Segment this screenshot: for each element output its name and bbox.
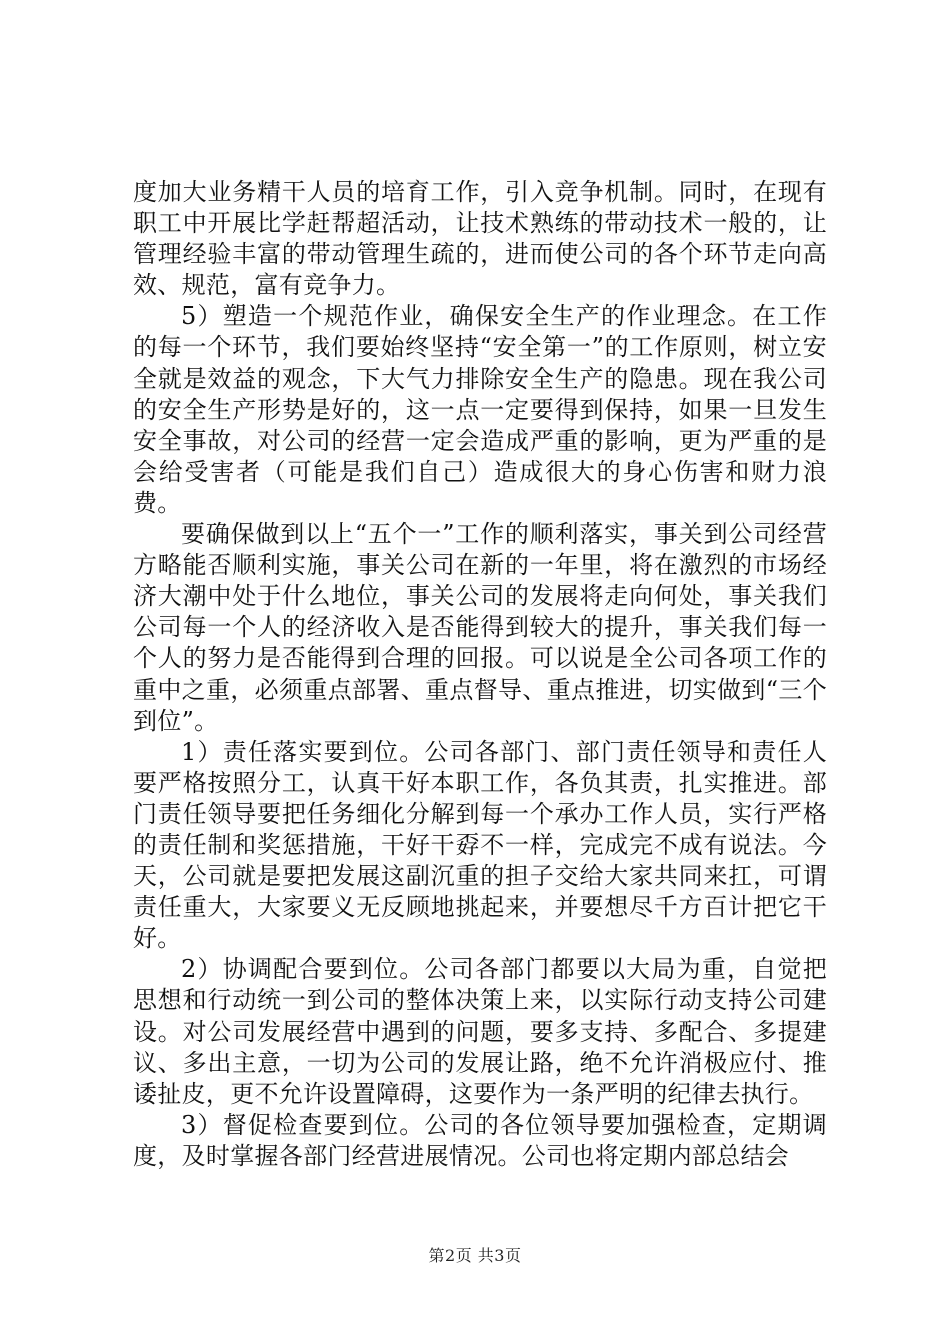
paragraph-item-1: 1）责任落实要到位。公司各部门、部门责任领导和责任人要严格按照分工，认真干好本职工作，各负其责，扎实推进。部门责任领导要把任务细化分解到每一个承办工作人员，实行严格的责任制和奖惩措施，干好干孬不一样，完成完不成有说法。今天，公司就是要把发展这副沉重的担子交给大家共同来扛，可谓责任重大，大家要义无反顾地挑起来，并要想尽千方百计把它干好。 [133, 737, 827, 953]
paragraph-item-2: 2）协调配合要到位。公司各部门都要以大局为重，自觉把思想和行动统一到公司的整体决策上来，以实际行动支持公司建设。对公司发展经营中遇到的问题，要多支持、多配合、多提建议、多出主意，一切为公司的发展让路，绝不允许消极应付、推诿扯皮，更不允许设置障碍，这要作为一条严明的纪律去执行。 [133, 955, 827, 1108]
paragraph-item-3: 3）督促检查要到位。公司的各位领导要加强检查，定期调度，及时掌握各部门经营进展情况。公司也将定期内部总结会 [133, 1110, 827, 1170]
page-number: 第2页 共3页 [428, 1246, 522, 1265]
paragraph-item-5: 5）塑造一个规范作业，确保安全生产的作业理念。在工作的每一个环节，我们要始终坚持“安全第一”的工作原则，树立安全就是效益的观念，下大气力排除安全生产的隐患。现在我公司的安全生产形势是好的，这一点一定要得到保持，如果一旦发生安全事故，对公司的经营一定会造成严重的影响，更为严重的是会给受害者（可能是我们自己）造成很大的身心伤害和财力浪费。 [133, 302, 827, 517]
paragraph-continuation: 度加大业务精干人员的培育工作，引入竞争机制。同时，在现有职工中开展比学赶帮超活动，让技术熟练的带动技术一般的，让管理经验丰富的带动管理生疏的，进而使公司的各个环节走向高效、规范，富有竞争力。 [133, 178, 827, 300]
page-footer [0, 1243, 950, 1266]
document-body [133, 177, 827, 1172]
paragraph-summary: 要确保做到以上“五个一”工作的顺利落实，事关到公司经营方略能否顺利实施，事关公司在新的一年里，将在激烈的市场经济大潮中处于什么地位，事关公司的发展将走向何处，事关我们公司每一个人的经济收入是否能得到较大的提升，事关我们每一个人的努力是否能得到合理的回报。可以说是全公司各项工作的重中之重，必须重点部署、重点督导、重点推进，切实做到“三个到位”。 [133, 520, 827, 735]
